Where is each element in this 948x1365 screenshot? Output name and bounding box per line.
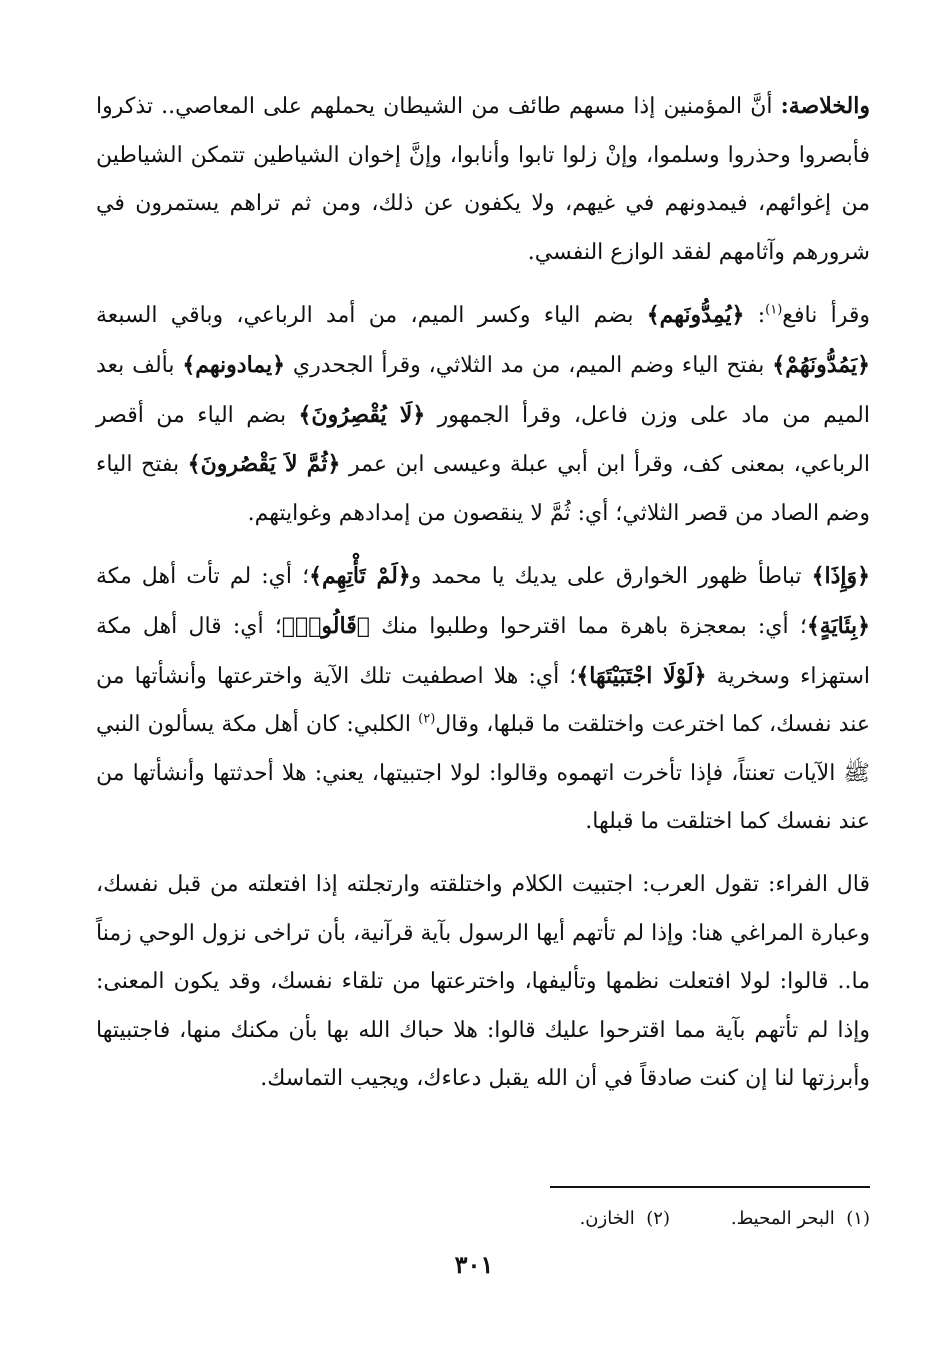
paragraph-readings — [96, 291, 870, 538]
text-run: : — [744, 303, 766, 329]
quran-quote: ﴿لَا يُقْصِرُونَ﴾ — [298, 401, 426, 428]
text-run: ؛ أي: قال أهل مكة استهزاء وسخرية — [96, 613, 870, 689]
quran-quote: ﴿ثُمَّ لاَ يَقْصُرونَ﴾ — [187, 451, 341, 478]
text-run: الكلبي: كان أهل مكة يسألون النبي ﷺ الآيات تعنتاً، فإذا تأخرت اتهموه وقالوا: لولا اجتبيتها، يعني: هلا أحدثتها وأنشأتها من عند نفسك كما اختلقت ما قبلها. — [96, 712, 870, 835]
main-text — [96, 82, 870, 1118]
text-run: ؛ أي: هلا اصطفيت تلك الآية واخترعتها وأنشأتها من عند نفسك، كما اخترعت واختلقت ما قبلها، وقال — [96, 663, 870, 738]
quran-quote: ﴿لَوْلَا اجْتَبَيْتَهَا﴾ — [576, 662, 707, 689]
text-run: بألف بعد الميم من ماد على وزن فاعل، وقرأ الجمهور — [96, 352, 870, 428]
quran-quote: ﴿يُمِدُّونَهم﴾ — [646, 302, 745, 329]
quran-quote: ﴿لَمْ تَأْتِهِم﴾ — [309, 563, 411, 590]
text-run: ؛ أي: بمعجزة باهرة مما اقترحوا وطلبوا منك — [369, 613, 807, 639]
text-run: بفتح الياء وضم الصاد من قصر الثلاثي؛ أي: ثُمَّ لا ينقصون من إمدادهم وغوايتهم. — [96, 452, 870, 526]
footnote-number: (٢) — [646, 1208, 670, 1229]
quran-quote: ﴿يَمُدُّونَهُمْ﴾ — [772, 351, 870, 378]
quran-quote: ﴿يمادونهم﴾ — [182, 351, 286, 378]
page-number: ٣٠١ — [454, 1250, 494, 1279]
paragraph-farra — [96, 861, 870, 1104]
footnote-ref-2: (٢) — [418, 711, 436, 727]
text-run: تباطأ ظهور الخوارق على يديك يا محمد و — [410, 564, 812, 590]
quran-quote: ﴿بِئَايَةٍ﴾ — [806, 612, 870, 639]
summary-heading: والخلاصة: — [780, 93, 870, 119]
footnote-text: البحر المحيط. — [730, 1208, 835, 1229]
text-run: بفتح الياء وضم الميم، من مد الثلاثي، وقرأ الجحدري — [285, 352, 773, 378]
quran-quote: ﴿وَإِذَا﴾ — [811, 563, 870, 590]
paragraph-tafsir — [96, 552, 870, 847]
summary-text: أنَّ المؤمنين إذا مسهم طائف من الشيطان يحملهم على المعاصي.. تذكروا فأبصروا وحذروا وسلموا، وإنْ زلوا تابوا وأنابوا، وإنَّ إخوان الشياطين تتمكن الشياطين من إغوائهم، فيمدونهم في غيهم، ولا يكفون عن ذلك، ومن ثم تراهم يستمرون في شرورهم وآثامهم لفقد الوازع النفسي. — [96, 94, 870, 265]
text-run: بضم الياء وكسر الميم، من أمد الرباعي، وباقي السبعة — [96, 303, 647, 329]
footnote-divider — [550, 1186, 870, 1188]
text-run: بضم الياء من أقصر الرباعي، بمعنى كف، وقرأ ابن أبي عبلة وعيسى ابن عمر — [96, 402, 870, 478]
text-run: قال الفراء: تقول العرب: اجتبيت الكلام واختلقته وارتجلته إذا افتعلته من قبل نفسك، وعبارة المراغي هنا: وإذا لم تأتهم أيها الرسول بآية قرآنية، بأن تراخى نزول الوحي زمناً ما.. قالوا: لولا افتعلت نظمها وتأليفها، واخترعتها من تلقاء نفسك، وقد يكون المعنى: وإذا لم تأتهم بآية مما اقترحوا عليك قالوا: هلا حباك الله بها بأن مكنك منها، فاجتبيتها وأبرزتها لنا إن كنت صادقاً في أن الله يقبل دعاءك، ويجيب التماسك. — [96, 871, 870, 1092]
text-run: ؛ أي: لم تأت أهل مكة — [96, 564, 310, 590]
text-run: وقرأ نافع — [782, 303, 871, 329]
footnote-1 — [731, 1204, 870, 1234]
footnote-ref-1: (١) — [765, 303, 783, 319]
footnote-number: (١) — [846, 1208, 870, 1229]
quran-quote: ﴿قَالُوا۟﴾ — [281, 612, 370, 639]
footnote-2 — [580, 1204, 670, 1234]
paragraph-summary — [96, 82, 870, 277]
footnote-text: الخازن. — [579, 1208, 635, 1229]
